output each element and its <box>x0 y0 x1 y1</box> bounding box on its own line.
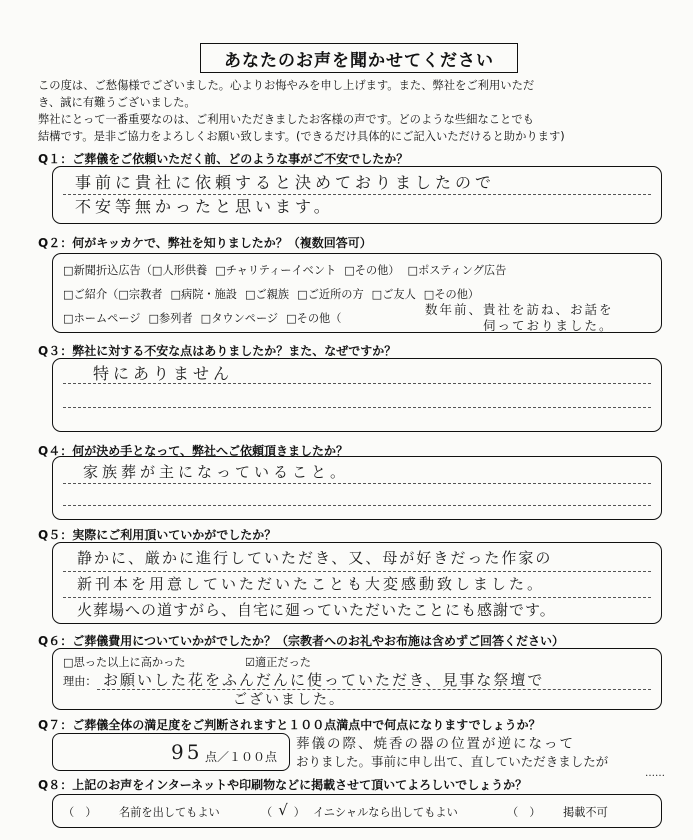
option-newspaper-insert[interactable]: □新聞折込広告（□人形供養 <box>63 264 208 277</box>
q5-answer-line-1: 静かに、厳かに進行していただき、又、母が好きだった作家の <box>77 549 553 567</box>
q8-label: Q８：上記のお声をインターネットや印刷物などに掲載させて頂いてよろしいでしょうか？ <box>38 778 528 792</box>
q7-comment-line-2: おりました。事前に申し出て、直していただきましたが <box>296 754 609 769</box>
q7-label: Q７：ご葬儀全体の満足度をご判断されますと１００点満点中で何点になりますでしょうか？ <box>38 718 541 732</box>
q8-option-2-paren-close: ） <box>293 806 305 819</box>
q8-check-mark: √ <box>278 801 288 819</box>
q5-answer-line-3: 火葬場への道すがら、自宅に廻っていただいたことにも感謝です。 <box>77 601 556 619</box>
q8-option-1-checkbox[interactable]: （ ） <box>63 806 97 819</box>
q1-answer-line-1: 事前に貴社に依頼すると決めておりましたので <box>75 173 496 192</box>
q6-answer-box <box>52 648 662 710</box>
option-other-3[interactable]: □その他（ <box>286 312 342 325</box>
option-neighbors[interactable]: □ご近所の方 <box>297 288 364 301</box>
option-charity-event[interactable]: □チャリティーイベント <box>215 264 337 277</box>
option-relatives[interactable]: □ご親族 <box>244 288 290 301</box>
option-attendee[interactable]: □参列者 <box>148 312 193 325</box>
q5-answer-box[interactable] <box>52 542 662 624</box>
q5-answer-line-2: 新刊本を用意していただいたことも大変感動致しました。 <box>77 575 546 593</box>
intro-line-3: 弊社にとって一番重要なのは、ご利用いただきましたお客様の声です。どのような些細なことでも <box>38 113 534 126</box>
q1-answer-box[interactable] <box>52 166 662 224</box>
q2-row-3 <box>63 310 341 326</box>
q6-reason-label: 理由： <box>63 675 97 688</box>
q7-score-box[interactable] <box>52 733 290 771</box>
q6-answer-line-1: お願いした花をふんだんに使っていただき、見事な祭壇で <box>103 671 545 689</box>
option-other-1[interactable]: □その他） <box>344 264 400 277</box>
intro-line-4: 結構です。是非ご協力をよろしくお願い致します。(できるだけ具体的にご記入いただけると助かります) <box>38 130 565 143</box>
q8-options-box <box>52 794 662 828</box>
q8-option-2-paren-open: （ <box>261 806 273 819</box>
option-friends[interactable]: □ご友人 <box>371 288 416 301</box>
q4-label: Q４：何が決め手となって、弊社へご依頼頂きましたか？ <box>38 444 348 458</box>
q5-label: Q５：実際にご利用頂いていかがでしたか？ <box>38 528 277 542</box>
option-hospital[interactable]: □病院・施設 <box>170 288 237 301</box>
q2-answer-line-1: 数年前、貴社を訪ね、お話を <box>425 302 614 317</box>
q2-row-1 <box>63 262 506 278</box>
q3-label: Q３：弊社に対する不安な点はありましたか？また、なぜですか？ <box>38 344 397 358</box>
q6-answer-line-2: ございました。 <box>233 692 345 708</box>
intro-line-2: き、誠に有難うございました。 <box>38 96 196 109</box>
q8-option-3-checkbox[interactable]: （ ） <box>507 806 541 819</box>
q7-score-unit: 点／１００点 <box>205 750 278 764</box>
q7-ellipsis: …… <box>645 768 665 779</box>
option-other-2[interactable]: □その他） <box>423 288 480 301</box>
option-homepage[interactable]: □ホームページ <box>63 312 141 325</box>
q6-label: Q６：ご葬儀費用についていかがでしたか？（宗教者へのお礼やお布施は含めずご回答ください） <box>38 634 564 648</box>
q3-answer-box[interactable] <box>52 358 662 432</box>
q2-label: Q２：何がキッカケで、弊社を知りましたか？（複数回答可） <box>38 236 372 250</box>
q6-option-too-expensive[interactable]: □思った以上に高かった <box>63 656 186 669</box>
option-posting-ad[interactable]: □ポスティング広告 <box>407 264 507 277</box>
q4-answer-box[interactable] <box>52 456 662 520</box>
q7-score-value: 95 <box>171 740 203 764</box>
q2-row-2 <box>63 286 479 302</box>
form-title: あなたのお声を聞かせてください <box>200 43 518 73</box>
q4-answer: 家族葬が主になっていること。 <box>83 463 350 481</box>
q8-option-name-ok: 名前を出してもよい <box>119 806 220 819</box>
q2-answer-line-2: 伺っておりました。 <box>483 318 614 333</box>
intro-line-1: この度は、ご愁傷様でございました。心よりお悔やみを申し上げます。また、弊社をご利用いただ <box>38 79 535 92</box>
q8-option-initials-ok: イニシャルなら出してもよい <box>313 806 458 819</box>
q3-answer: 特にありません <box>93 364 234 383</box>
q1-answer-line-2: 不安等無かったと思います。 <box>75 197 334 216</box>
q1-label: Q１：ご葬儀をご依頼いただく前、どのような事がご不安でしたか？ <box>38 152 409 166</box>
q2-options-box <box>52 253 662 333</box>
option-townpage[interactable]: □タウンページ <box>200 312 279 325</box>
q8-option-no-publish: 掲載不可 <box>563 806 608 819</box>
q7-comment-line-1: 葬儀の際、焼香の器の位置が逆になって <box>296 736 575 752</box>
q6-option-appropriate[interactable]: ☑適正だった <box>245 656 311 669</box>
option-referral-clergy[interactable]: □ご紹介（□宗教者 <box>63 288 163 301</box>
q8-option-2-checkbox[interactable] <box>261 801 305 820</box>
